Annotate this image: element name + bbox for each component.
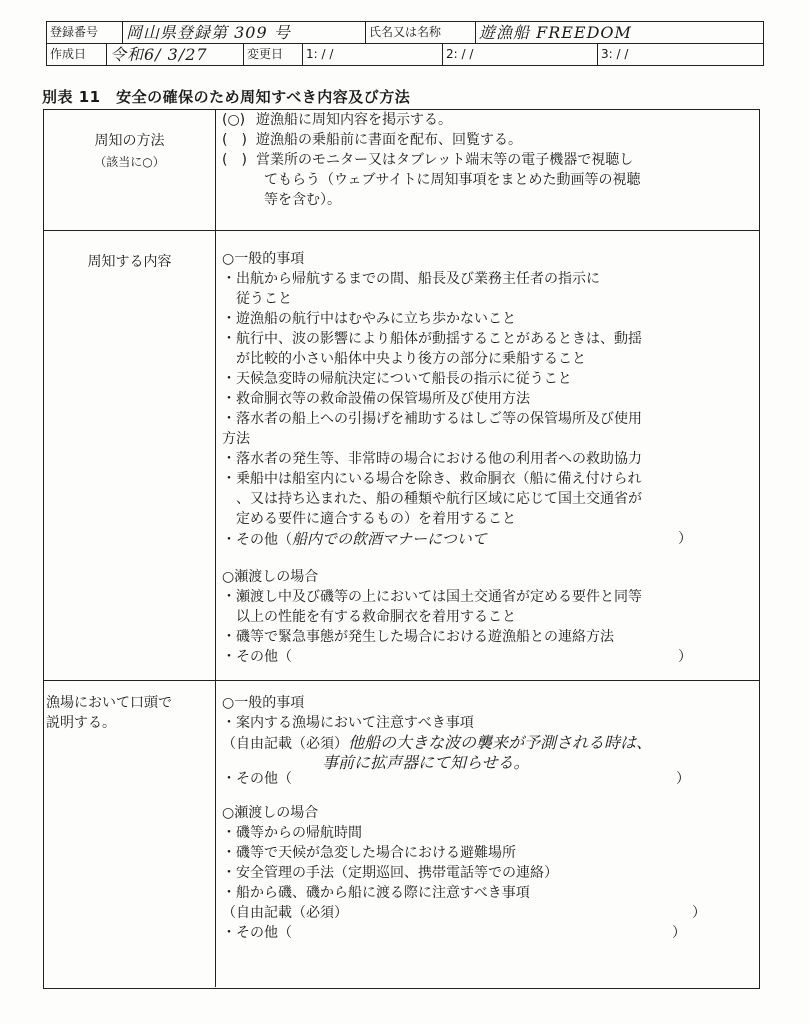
oral-ferry-other-line <box>222 923 755 943</box>
method-label: 周知の方法 <box>94 133 165 149</box>
oral-item-1: ・案内する漁場において注意すべき事項 <box>222 715 474 731</box>
reg-number-label: 登録番号 <box>47 22 123 43</box>
content-ferry-line-1: ・瀬渡し中及び磯等の上においては国土交通省が定める要件と同等 <box>222 589 642 605</box>
method-label-cell <box>44 110 216 230</box>
method-option-3-cont1: てもらう（ウェブサイトに周知事項をまとめた動画等の視聴 <box>264 172 641 188</box>
oral-other-close: ） <box>676 771 690 787</box>
changed-label: 変更日 <box>244 44 303 65</box>
content-line-9: 方法 <box>222 431 250 447</box>
oral-label-cell <box>44 681 216 987</box>
oral-other-label: ・その他（ <box>222 771 292 787</box>
content-ferry-heading: ○瀬渡しの場合 <box>222 569 319 585</box>
method-section <box>44 110 759 231</box>
name-value: 遊漁船 FREEDOM <box>479 23 632 42</box>
content-line-13: 定める要件に適合するもの）を着用すること <box>222 511 516 527</box>
method-option-3-mark: ( ) <box>222 152 247 168</box>
content-ferry-line-3: ・磯等で緊急事態が発生した場合における遊漁船との連絡方法 <box>222 629 614 645</box>
page-title: 別表 11 安全の確保のため周知すべき内容及び方法 <box>42 88 411 106</box>
content-other-close: ） <box>678 531 692 547</box>
content-other-line <box>222 529 755 549</box>
content-general-heading: ○一般的事項 <box>222 251 305 267</box>
oral-spacer <box>222 789 755 803</box>
method-option-1 <box>222 110 755 130</box>
content-line-5: が比較的小さい船体中央より後方の部分に乗船すること <box>222 351 586 367</box>
method-option-1-text: 遊漁船に周知内容を掲示する。 <box>256 112 452 128</box>
oral-free-line <box>222 733 755 753</box>
header-row-2 <box>47 43 763 65</box>
oral-other-line <box>222 769 755 789</box>
content-line-1: ・出航から帰航するまでの間、船長及び業務主任者の指示に <box>222 271 600 287</box>
name-label: 氏名又は名称 <box>366 22 476 43</box>
oral-ferry-free-label: （自由記載（必須） <box>222 905 348 921</box>
oral-ferry-heading: ○瀬渡しの場合 <box>222 805 319 821</box>
oral-ferry-other-close: ） <box>672 925 686 941</box>
oral-list-cell <box>216 681 759 987</box>
method-option-3-cont2: 等を含む）。 <box>264 192 341 208</box>
content-ferry-line-2: 以上の性能を有する救命胴衣を着用すること <box>222 609 516 625</box>
method-option-1-mark: (○) <box>222 112 246 128</box>
method-option-3-text: 営業所のモニター又はタブレット端末等の電子機器で視聴し <box>256 152 634 168</box>
content-line-4: ・航行中、波の影響により船体が動揺することがあるときは、動揺 <box>222 331 642 347</box>
oral-ferry-free-line <box>222 903 755 923</box>
oral-ferry-line-1: ・磯等からの帰航時間 <box>222 825 362 841</box>
content-spacer <box>222 549 755 567</box>
content-section <box>44 231 759 681</box>
method-option-3 <box>222 150 755 170</box>
method-option-2 <box>222 130 755 150</box>
content-ferry-other-label: ・その他（ <box>222 649 292 665</box>
method-option-2-mark: ( ) <box>222 132 247 148</box>
content-ferry-other-close: ） <box>678 649 692 665</box>
change-date-1: 1: / / <box>303 44 443 65</box>
reg-number-value: 岡山県登録第 309 号 <box>123 22 366 43</box>
oral-ferry-free-close: ） <box>692 905 706 921</box>
oral-general-heading: ○一般的事項 <box>222 695 305 711</box>
method-option-2-text: 遊漁船の乗船前に書面を配布、回覧する。 <box>256 132 522 148</box>
created-value: 令和6/ 3/27 <box>107 44 244 65</box>
content-line-11: ・乗船中は船室内にいる場合を除き、救命胴衣（船に備え付けられ <box>222 471 642 487</box>
header-row-1 <box>47 22 763 43</box>
content-line-8: ・落水者の船上への引揚げを補助するはしご等の保管場所及び使用 <box>222 411 642 427</box>
oral-free-label: （自由記載（必須） <box>222 736 348 752</box>
oral-label-2: 説明する。 <box>46 715 116 731</box>
content-line-2: 従うこと <box>222 291 292 307</box>
content-line-10: ・落水者の発生等、非常時の場合における他の利用者への救助協力 <box>222 451 642 467</box>
oral-label-1: 漁場において口頭で <box>46 695 172 711</box>
content-label-cell <box>44 231 216 680</box>
oral-ferry-line-2: ・磯等で天候が急変した場合における避難場所 <box>222 845 516 861</box>
method-options-cell <box>216 110 759 230</box>
oral-free-value-1: 他船の大きな波の襲来が予測される時は、 <box>348 733 653 752</box>
content-ferry-other-line <box>222 647 755 667</box>
content-line-12: 、又は持ち込まれた、船の種類や航行区域に応じて国土交通省が <box>222 491 642 507</box>
method-sublabel: （該当に○） <box>94 155 165 169</box>
content-line-6: ・天候急変時の帰航決定について船長の指示に従うこと <box>222 371 572 387</box>
oral-ferry-line-4: ・船から磯、磯から船に渡る際に注意すべき事項 <box>222 885 530 901</box>
oral-section <box>44 681 759 987</box>
main-table <box>43 109 760 989</box>
content-other-label: ・その他（ <box>222 532 292 548</box>
header-table <box>46 21 764 66</box>
created-label: 作成日 <box>47 44 107 65</box>
content-line-3: ・遊漁船の航行中はむやみに立ち歩かないこと <box>222 311 516 327</box>
content-line-7: ・救命胴衣等の救命設備の保管場所及び使用方法 <box>222 391 530 407</box>
content-other-value: 船内での飲酒マナーについて <box>292 530 487 548</box>
oral-ferry-other-label: ・その他（ <box>222 925 292 941</box>
oral-ferry-line-3: ・安全管理の手法（定期巡回、携帯電話等での連絡） <box>222 865 558 881</box>
change-date-2: 2: / / <box>443 44 598 65</box>
oral-free-value-2: 事前に拡声器にて知らせる。 <box>322 753 530 772</box>
change-date-3: 3: / / <box>601 47 629 61</box>
content-label: 周知する内容 <box>87 254 172 270</box>
content-list-cell <box>216 231 759 680</box>
